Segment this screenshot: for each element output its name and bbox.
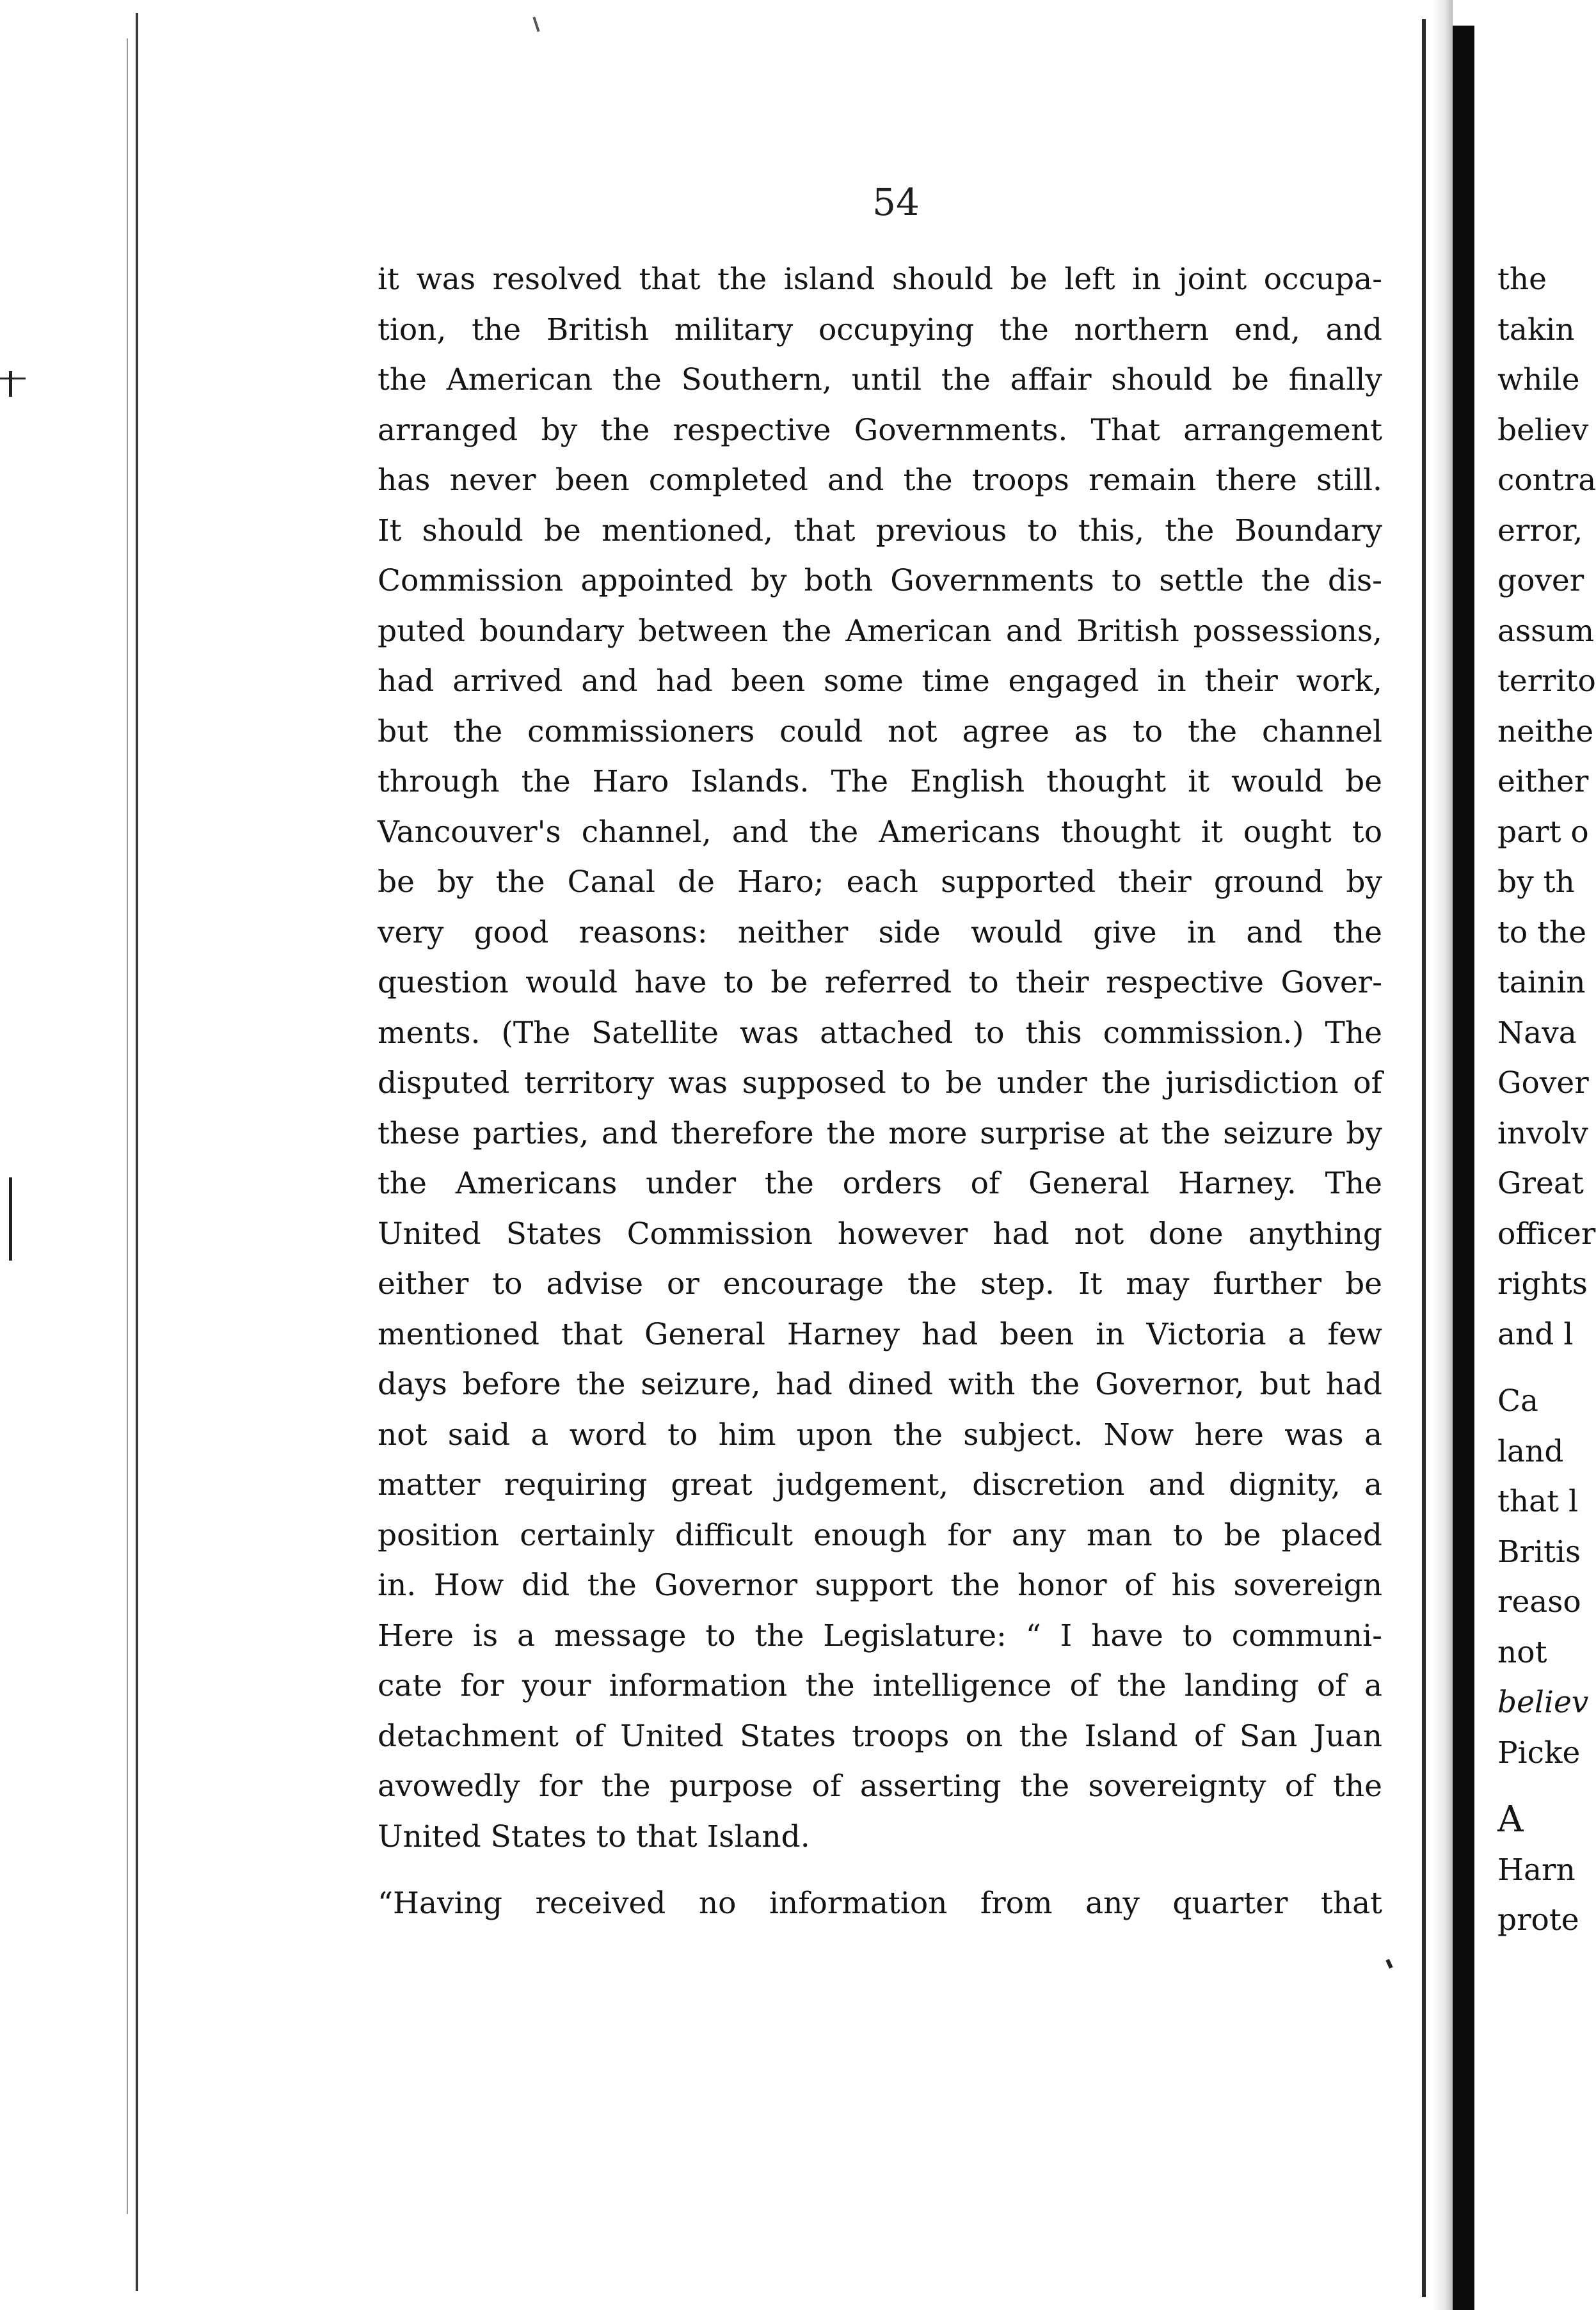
text-line: but the commissioners could not agree as to the channel xyxy=(378,713,1382,749)
fragment-line: involv xyxy=(1497,1115,1588,1151)
fragment-line: reaso xyxy=(1497,1584,1581,1620)
text-line: cate for your information the intelligence of the landing of a xyxy=(378,1668,1382,1703)
text-line: avowedly for the purpose of asserting the sovereignty of the xyxy=(378,1769,1382,1804)
text-line: had arrived and had been some time engaged in their work, xyxy=(378,664,1382,699)
text-line: question would have to be referred to their respective Gover- xyxy=(378,965,1382,1000)
text-line: puted boundary between the American and British possessions, xyxy=(378,613,1382,649)
page-number: 54 xyxy=(872,180,920,224)
fragment-line: tainin xyxy=(1497,965,1586,1000)
page-edge xyxy=(1422,19,1426,2297)
text-line: United States to that Island. xyxy=(378,1819,810,1854)
left-binding-shadow xyxy=(127,38,128,2214)
fragment-line: and l xyxy=(1497,1316,1574,1352)
page-gutter-shade xyxy=(1432,0,1453,2310)
scan-speck xyxy=(1385,1959,1393,1968)
fragment-line: believ xyxy=(1497,1685,1589,1720)
text-line: Vancouver's channel, and the Americans thought it ought to xyxy=(378,814,1382,850)
text-line: has never been completed and the troops remain there still. xyxy=(378,463,1382,498)
fragment-line: Ca xyxy=(1497,1383,1538,1419)
fragment-line: Gover xyxy=(1497,1065,1589,1101)
fragment-line: takin xyxy=(1497,312,1575,347)
fragment-line: by th xyxy=(1497,864,1575,900)
next-page-fragment xyxy=(1497,255,1596,1946)
fragment-line: either xyxy=(1497,764,1589,799)
text-line: disputed territory was supposed to be under the jurisdiction of xyxy=(378,1065,1382,1101)
text-line: be by the Canal de Haro; each supported their ground by xyxy=(378,864,1382,900)
fragment-line: Nava xyxy=(1497,1015,1577,1051)
left-binding-edge xyxy=(136,13,138,2291)
fragment-line: rights xyxy=(1497,1266,1588,1302)
text-line: either to advise or encourage the step. It may further be xyxy=(378,1266,1382,1302)
text-line: tion, the British military occupying the northern end, and xyxy=(378,312,1382,347)
text-line: position certainly difficult enough for any man to be placed xyxy=(378,1517,1382,1553)
book-gutter xyxy=(1453,26,1474,2310)
text-line: these parties, and therefore the more surprise at the seizure by xyxy=(378,1115,1382,1151)
text-line: Here is a message to the Legislature: “ I have to communi- xyxy=(378,1618,1382,1653)
scan-speck xyxy=(532,17,539,32)
text-line: in. How did the Governor support the honor of his sovereign xyxy=(378,1568,1382,1603)
text-line: the Americans under the orders of General Harney. The xyxy=(378,1166,1382,1201)
fragment-line: Harn xyxy=(1497,1852,1576,1888)
text-line: mentioned that General Harney had been in Victoria a few xyxy=(378,1316,1382,1352)
fragment-line: the xyxy=(1497,262,1547,297)
fragment-line: while xyxy=(1497,362,1580,397)
text-line: arranged by the respective Governments. That arrangement xyxy=(378,412,1382,448)
fragment-line: believ xyxy=(1497,412,1589,448)
fragment-line: not xyxy=(1497,1634,1547,1670)
text-line: it was resolved that the island should be left in joint occupa- xyxy=(378,262,1382,297)
text-line: very good reasons: neither side would give in and the xyxy=(378,914,1382,950)
page-body-text xyxy=(378,255,1382,1929)
text-line: not said a word to him upon the subject. Now here was a xyxy=(378,1417,1382,1453)
fragment-line: error, xyxy=(1497,513,1583,548)
text-line: detachment of United States troops on the Island of San Juan xyxy=(378,1718,1382,1754)
text-line: Commission appointed by both Governments to settle the dis- xyxy=(378,563,1382,598)
fragment-line: officer xyxy=(1497,1216,1596,1252)
left-edge-mark xyxy=(9,1177,12,1261)
fragment-line: contra xyxy=(1497,463,1596,498)
left-edge-mark xyxy=(0,378,26,379)
fragment-line: to the xyxy=(1497,914,1587,950)
fragment-line: territo xyxy=(1497,664,1596,699)
text-line: matter requiring great judgement, discretion and dignity, a xyxy=(378,1467,1382,1502)
fragment-line: Britis xyxy=(1497,1534,1581,1570)
fragment-line: A xyxy=(1497,1799,1524,1840)
left-edge-mark xyxy=(9,371,12,397)
fragment-line: Picke xyxy=(1497,1735,1581,1771)
text-line: days before the seizure, had dined with the Governor, but had xyxy=(378,1367,1382,1402)
fragment-line: that l xyxy=(1497,1484,1579,1519)
text-line: It should be mentioned, that previous to this, the Boundary xyxy=(378,513,1382,548)
fragment-line: prote xyxy=(1497,1902,1579,1938)
fragment-line: part o xyxy=(1497,814,1589,850)
fragment-line: Great xyxy=(1497,1166,1584,1201)
fragment-line: land xyxy=(1497,1433,1564,1469)
text-line: the American the Southern, until the affair should be finally xyxy=(378,362,1382,397)
text-line: ments. (The Satellite was attached to this commission.) The xyxy=(378,1015,1382,1051)
fragment-line: assum xyxy=(1497,613,1595,649)
fragment-line: gover xyxy=(1497,563,1584,598)
text-line: through the Haro Islands. The English thought it would be xyxy=(378,764,1382,799)
text-line: United States Commission however had not done anything xyxy=(378,1216,1382,1252)
text-line: “Having received no information from any quarter that xyxy=(378,1886,1382,1921)
fragment-line: neithe xyxy=(1497,713,1594,749)
